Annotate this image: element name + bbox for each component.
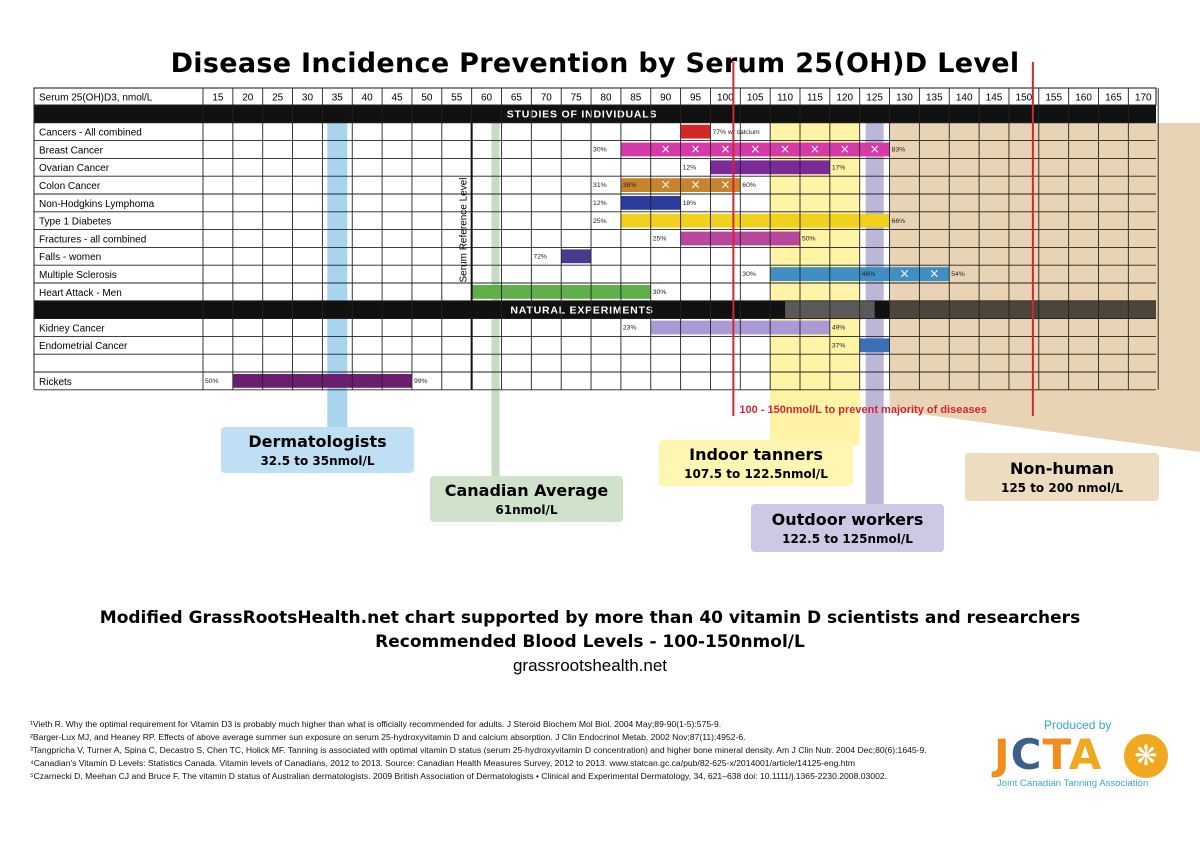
level-tick-label: 155 <box>1045 92 1063 104</box>
callout-non-human <box>965 453 1159 501</box>
callout-title: Indoor tanners <box>689 445 823 464</box>
callout-title: Canadian Average <box>444 481 609 500</box>
data-bar <box>561 249 591 263</box>
callout-range: 107.5 to 122.5nmol/L <box>684 467 828 481</box>
row-label: Multiple Sclerosis <box>39 270 117 281</box>
data-label: 31% <box>593 182 607 190</box>
reference-item: ¹Vieth R. Why the optimal requirement for Vitamin D3 is probably much higher than what is officially recommended for adults. J Steroid Biochem Mol Biol. 2004 May;89-90(1-5):575-9. <box>30 719 722 729</box>
level-tick-label: 35 <box>331 92 343 104</box>
level-tick-label: 80 <box>600 92 612 104</box>
callout-range: 122.5 to 125nmol/L <box>782 532 913 546</box>
row-label: Heart Attack - Men <box>39 287 122 299</box>
band-outdoor-workers <box>866 123 884 523</box>
recommended-range-label: 100 - 150nmol/L to prevent majority of diseases <box>739 404 987 416</box>
level-tick-label: 100 <box>717 92 734 104</box>
data-x-mark: × <box>660 177 671 192</box>
callout-title: Non-human <box>1009 459 1115 478</box>
callout-range: 32.5 to 35nmol/L <box>260 454 375 468</box>
data-x-mark: × <box>809 142 820 157</box>
data-label: 17% <box>831 164 846 172</box>
level-tick-label: 140 <box>955 92 973 104</box>
level-tick-label: 25 <box>272 92 284 104</box>
level-tick-label: 70 <box>540 92 552 104</box>
section-overlay <box>890 301 1156 319</box>
level-tick-label: 55 <box>451 92 463 104</box>
callout-range: 125 to 200 nmol/L <box>1000 481 1124 495</box>
data-label: 25% <box>593 217 607 225</box>
logo-subtitle: Joint Canadian Tanning Association <box>997 778 1149 789</box>
data-x-mark: × <box>720 177 731 192</box>
level-tick-label: 105 <box>746 92 764 104</box>
data-label: 99% <box>413 378 428 385</box>
data-x-mark: × <box>750 142 761 157</box>
data-bar <box>860 338 890 352</box>
level-tick-label: 15 <box>212 92 224 104</box>
level-tick-label: 90 <box>660 92 672 104</box>
data-label: 30% <box>593 146 607 154</box>
reference-item: ³Tangpricha V, Turner A, Spina C, Decastro S, Chen TC, Holick MF. Tanning is associated with optimal vitamin D status (serum 25-hydroxyvitamin D concentration) and higher bone mineral density. Am J Clin Nutr. 2004 Dec;80(6):1645-9. <box>30 745 927 756</box>
callout-title: Dermatologists <box>248 432 387 451</box>
level-tick-label: 165 <box>1105 92 1122 104</box>
data-label: 49% <box>831 324 846 332</box>
data-label: 60% <box>742 182 756 190</box>
data-label: 72% <box>533 253 547 261</box>
row-label: Non-Hodgkins Lymphoma <box>39 198 155 210</box>
data-x-mark: × <box>690 177 701 192</box>
data-label: 30% <box>652 289 667 296</box>
level-tick-label: 20 <box>242 92 254 104</box>
level-tick-label: 45 <box>391 92 403 104</box>
row-label: Cancers - All combined <box>39 127 142 139</box>
data-label: 50% <box>205 378 219 385</box>
data-label: 54% <box>951 271 965 279</box>
data-label: 50% <box>802 235 816 243</box>
reference-item: ⁵Czarnecki D, Meehan CJ and Bruce F. The vitamin D status of Australian dermatologists. 2009 British Association of Dermatologists • Clinical and Experimental Dermatology, 34, 621–638 doi: 10.1111/j.1365-2230.2008.03002. <box>30 771 888 782</box>
level-tick-label: 30 <box>301 92 314 104</box>
data-x-mark: × <box>780 142 791 157</box>
level-tick-label: 50 <box>421 92 433 104</box>
level-tick-label: 145 <box>985 92 1003 104</box>
data-x-mark: × <box>660 142 671 157</box>
row-label: Breast Cancer <box>39 145 103 157</box>
serum-reference-label: Serum Reference Level <box>458 177 470 283</box>
band-non-human <box>890 123 1200 452</box>
data-x-mark: × <box>690 142 701 157</box>
footer-line-2: Recommended Blood Levels - 100-150nmol/L <box>375 632 805 652</box>
section-label: NATURAL EXPERIMENTS <box>510 304 654 317</box>
row-label: Fractures - all combined <box>39 234 147 246</box>
data-x-mark: × <box>929 266 940 281</box>
reference-item: ⁴Canadian's Vitamin D Levels: Statistics Canada. Vitamin levels of Canadians, 2012 to 2013. Source: Canadian Health Measures Survey, 2012 to 2013. www.statcan.gc.ca/pub/82-625-x/2014001/article/14125-eng.htm <box>30 758 856 769</box>
data-x-mark: × <box>720 142 731 157</box>
level-tick-label: 160 <box>1075 92 1092 104</box>
data-label: 23% <box>622 324 637 332</box>
row-label: Falls - women <box>39 252 102 264</box>
site-url[interactable]: grassrootshealth.net <box>512 656 668 675</box>
callout-canadian-average <box>430 476 623 522</box>
row-label: Rickets <box>39 376 72 388</box>
level-tick-label: 120 <box>836 92 854 104</box>
data-label: 37% <box>831 342 846 350</box>
header-label: Serum 25(OH)D3, nmol/L <box>39 92 153 104</box>
level-tick-label: 65 <box>510 92 522 104</box>
level-tick-label: 170 <box>1134 92 1152 104</box>
band-dermatologists <box>327 105 347 445</box>
data-label: 12% <box>593 200 607 207</box>
data-label: 38% <box>622 182 637 190</box>
data-label: 66% <box>891 217 906 225</box>
level-tick-label: 60 <box>481 92 493 104</box>
maple-leaf-icon: ❋ <box>1124 734 1168 778</box>
row-label: Kidney Cancer <box>39 323 105 335</box>
level-tick-label: 125 <box>866 92 883 104</box>
data-label: 18% <box>682 200 697 207</box>
callout-dermatologists <box>221 427 414 473</box>
data-x-mark: × <box>869 142 880 157</box>
data-label: 30% <box>742 271 756 279</box>
data-label: 12% <box>682 164 697 172</box>
level-tick-label: 130 <box>896 92 913 104</box>
footer-line-1: Modified GrassRootsHealth.net chart supported by more than 40 vitamin D scientists and researchers <box>99 608 1081 628</box>
callout-range: 61nmol/L <box>495 503 558 517</box>
data-label: 83% <box>891 146 906 154</box>
level-tick-label: 150 <box>1015 92 1033 104</box>
references <box>30 718 990 783</box>
level-tick-label: 115 <box>806 92 823 104</box>
data-bar <box>681 125 711 139</box>
callout-title: Outdoor workers <box>771 510 924 529</box>
callout-indoor-tanners <box>659 440 853 486</box>
section-label: STUDIES OF INDIVIDUALS <box>506 108 658 121</box>
data-label: 46% <box>861 271 876 279</box>
reference-item: ²Barger-Lux MJ, and Heaney RP. Effects of above average summer sun exposure on serum 25-hydroxyvitamin D and calcium absorption. J Clin Endocrinol Metab. 2002 Nov;87(11):4952-6. <box>30 732 746 743</box>
data-bar <box>621 214 890 228</box>
level-tick-label: 75 <box>570 92 582 104</box>
data-x-mark: × <box>839 142 850 157</box>
row-label: Type 1 Diabetes <box>39 216 112 228</box>
level-tick-label: 85 <box>630 92 642 104</box>
row-label: Ovarian Cancer <box>39 163 110 175</box>
chart-title: Disease Incidence Prevention by Serum 25(OH)D Level <box>170 48 1020 79</box>
data-label: 77% w/ calcium <box>712 128 760 136</box>
row-label: Colon Cancer <box>39 181 101 192</box>
level-tick-label: 40 <box>361 92 373 104</box>
callout-outdoor-workers <box>751 504 944 552</box>
level-tick-label: 95 <box>689 92 702 104</box>
level-tick-label: 110 <box>777 92 794 104</box>
data-label: 25% <box>652 235 667 243</box>
data-x-mark: × <box>899 266 910 281</box>
produced-by-label: Produced by <box>1044 718 1112 732</box>
level-tick-label: 135 <box>925 92 943 104</box>
row-label: Endometrial Cancer <box>39 341 128 353</box>
jcta-logo: JCTA <box>994 730 1103 779</box>
